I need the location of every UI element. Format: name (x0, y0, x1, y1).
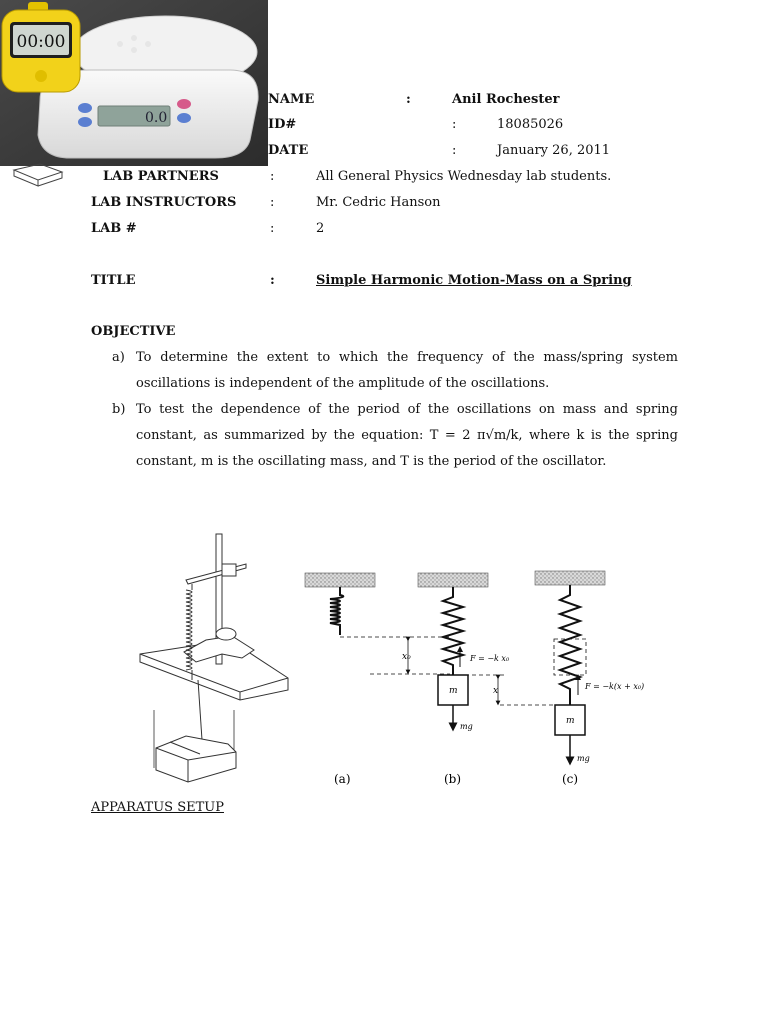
panel-label-c: (c) (562, 772, 579, 786)
weight-label-c: mg (577, 754, 590, 763)
weight-label-b: mg (460, 722, 473, 731)
objective-item (112, 345, 678, 397)
sketch-fragment (10, 160, 70, 188)
name-label: NAME (268, 92, 315, 107)
id-label: ID# (268, 117, 297, 132)
date-label: DATE (268, 143, 309, 158)
force-b-label: F = −k x₀ (470, 654, 510, 663)
stopwatch-display-text: 00:00 (16, 32, 66, 52)
scale-display-text: 0.0 (145, 110, 168, 126)
date-value: January 26, 2011 (497, 143, 611, 158)
lab-instructors-label: LAB INSTRUCTORS (91, 195, 237, 210)
lab-partners-label: LAB PARTNERS (103, 169, 219, 184)
title-label: TITLE (91, 273, 136, 288)
panel-label-a: (a) (334, 772, 351, 786)
photo-drawing (0, 0, 268, 166)
date-separator: : (452, 143, 457, 158)
lab-partners-value: All General Physics Wednesday lab students. (316, 169, 612, 184)
objective-item-marker: a) (112, 350, 125, 365)
force-c-label: F = −k(x + x₀) (585, 682, 645, 691)
lab-number-value: 2 (316, 221, 325, 236)
lab-instructors-value: Mr. Cedric Hanson (316, 195, 441, 210)
apparatus-setup-heading: APPARATUS SETUP (91, 800, 224, 815)
spring-force-diagram (300, 565, 645, 795)
apparatus-photo (0, 0, 268, 166)
name-separator: : (406, 92, 411, 107)
lab-instructors-separator: : (270, 195, 275, 210)
mass-label-b: m (449, 686, 458, 696)
x-label: x (493, 686, 499, 696)
x0-label: x₀ (402, 652, 411, 662)
lab-number-label: LAB # (91, 221, 137, 236)
objective-heading: OBJECTIVE (91, 324, 176, 339)
objective-item-text: To test the dependence of the period of the oscillations on mass and spring constant, as summarized by the equation: T = 2 π√m/k, where k is the spring constant, m is the oscillating mass, and T is the period of the oscillator. (136, 402, 678, 469)
mass-label-c: m (566, 716, 575, 726)
panel-label-b: (b) (444, 772, 462, 786)
objective-item (112, 397, 678, 475)
lab-number-separator: : (270, 221, 275, 236)
title-separator: : (270, 273, 275, 288)
id-separator: : (452, 117, 457, 132)
objective-item-marker: b) (112, 402, 126, 417)
stand-spring-illustration (136, 530, 296, 792)
objective-item-text: To determine the extent to which the frequency of the mass/spring system oscillations is independent of the amplitude of the oscillations. (136, 350, 678, 391)
lab-partners-separator: : (270, 169, 275, 184)
name-value: Anil Rochester (452, 92, 560, 107)
title-value: Simple Harmonic Motion-Mass on a Spring (316, 273, 632, 288)
id-value: 18085026 (497, 117, 564, 132)
